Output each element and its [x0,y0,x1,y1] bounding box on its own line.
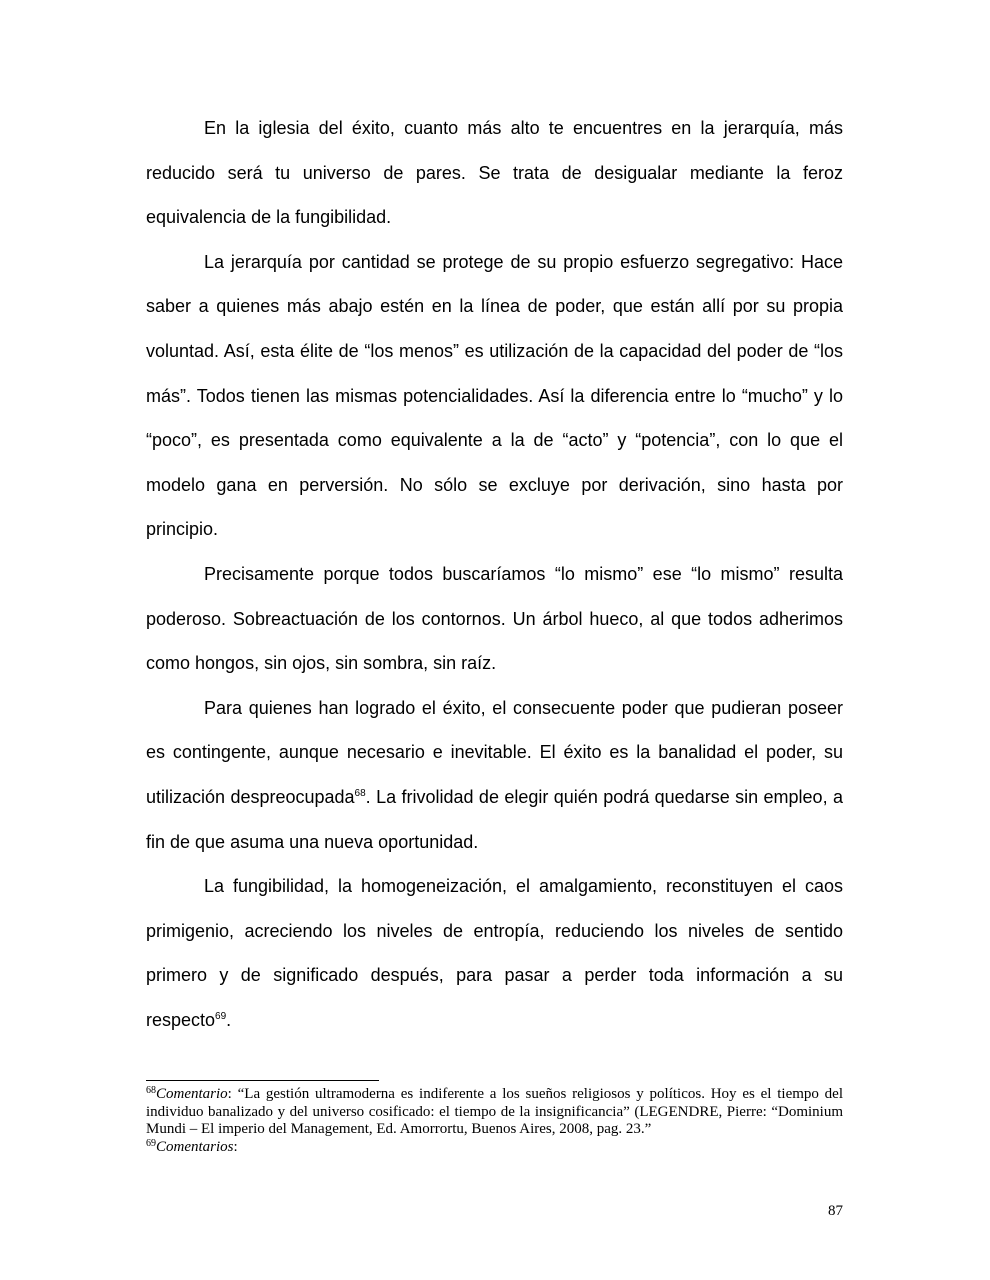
paragraph-text: . [226,1009,232,1030]
paragraph-3 [146,552,843,686]
footnote-label: Comentarios [156,1138,234,1155]
footnote-ref-68[interactable]: 68 [354,787,366,799]
footnote-text: : “La gestión ultramoderna es indiferente a los sueños religiosos y políticos. Hoy es el tiempo del individuo banalizado y del universo cosificado: el tiempo de la insignificancia” (LEGENDRE, Pierre: “Dominium Mundi – El imperio del Management, Ed. Amorrortu, Buenos Aires, 2008, pag. 23.” [146,1086,843,1137]
footnote-number: 68 [146,1085,156,1096]
paragraph-4 [146,686,843,864]
footnote-ref-69[interactable]: 69 [215,1010,227,1022]
footnote-number: 69 [146,1137,156,1149]
footnotes [146,1086,843,1156]
body-text [146,106,843,1042]
paragraph-text: La fungibilidad, la homogeneización, el amalgamiento, reconstituyen el caos primigenio, acreciendo los niveles de entropía, reduciendo los niveles de sentido primero y de significado después, para pasar a perder toda información a su respecto [146,876,843,1030]
footnote-label: Comentario [156,1086,228,1102]
footnote-separator [146,1080,379,1081]
paragraph-1 [146,106,843,240]
page-number: 87 [828,1203,843,1219]
paragraph-text: En la iglesia del éxito, cuanto más alto te encuentres en la jerarquía, más reducido será tu universo de pares. Se trata de desigualar mediante la feroz equivalencia de la fungibilidad. [146,118,843,228]
footnote-68 [146,1086,843,1139]
footnote-text: : [233,1138,238,1155]
paragraph-text: La jerarquía por cantidad se protege de su propio esfuerzo segregativo: Hace saber a quienes más abajo estén en la línea de poder, que están allí por su propia voluntad. Así, esta élite de “los menos” es utilización de la capacidad del poder de “los más”. Todos tienen las mismas potencialidades. Así la diferencia entre lo “mucho” y lo “poco”, es presentada como equivalente a la de “acto” y “potencia”, con lo que el modelo gana en perversión. No sólo se excluye por derivación, sino hasta por principio. [146,251,843,540]
paragraph-2 [146,240,843,552]
footnote-69 [146,1139,843,1157]
paragraph-text: . La frivolidad de elegir quién podrá quedarse sin empleo, a fin de que asuma una nueva oportunidad. [146,786,843,852]
paragraph-5 [146,864,843,1042]
paragraph-text: Para quienes han logrado el éxito, el consecuente poder que pudieran poseer es contingente, aunque necesario e inevitable. El éxito es la banalidad el poder, su utilización despreocupada [146,697,843,807]
paragraph-text: Precisamente porque todos buscaríamos “lo mismo” ese “lo mismo” resulta poderoso. Sobreactuación de los contornos. Un árbol hueco, al que todos adherimos como hongos, sin ojos, sin sombra, sin raíz. [146,563,843,674]
